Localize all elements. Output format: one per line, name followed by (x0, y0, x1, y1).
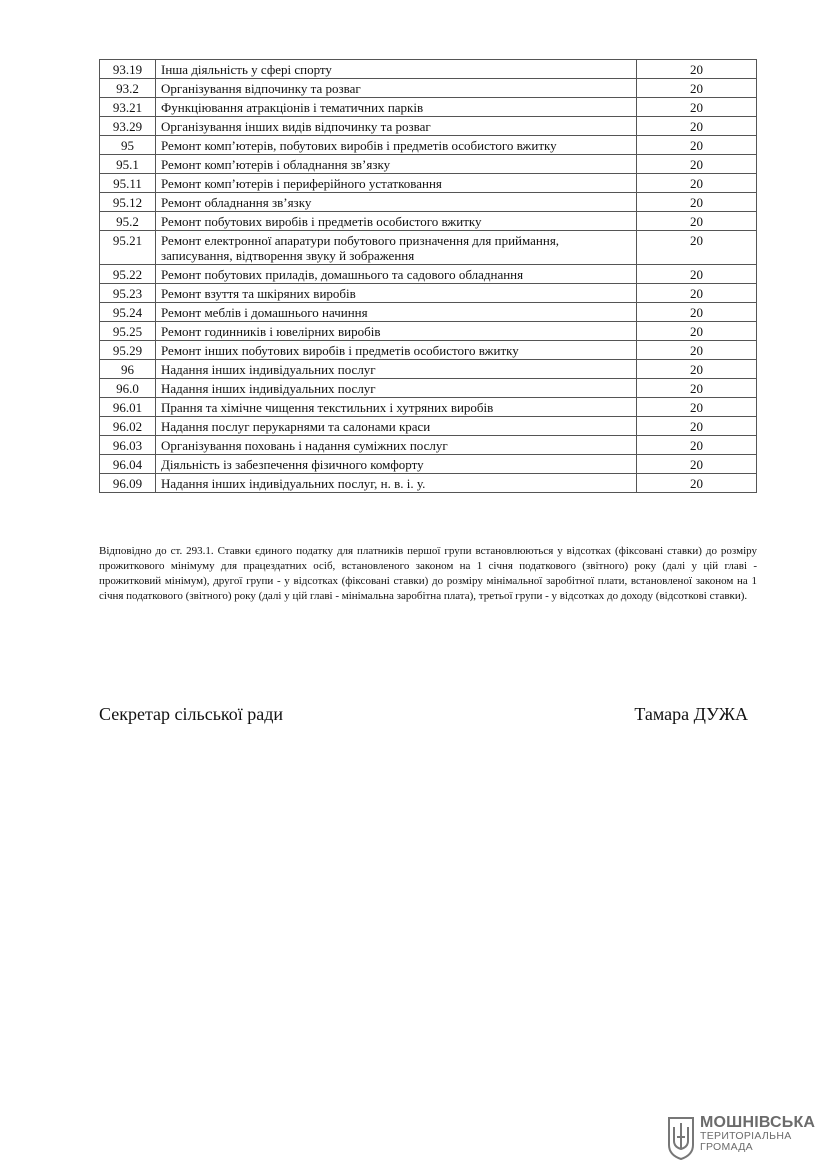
rate-cell: 20 (637, 231, 757, 265)
code-cell: 95.11 (100, 174, 156, 193)
logo-line-2: ТЕРИТОРІАЛЬНА (700, 1130, 792, 1142)
activity-name-cell: Прання та хімічне чищення текстильних і хутряних виробів (156, 398, 637, 417)
table-row (100, 303, 757, 322)
rate-cell: 20 (637, 455, 757, 474)
table-row (100, 455, 757, 474)
logo-line-1: МОШНІВСЬКА (700, 1114, 816, 1131)
rate-cell: 20 (637, 136, 757, 155)
code-cell: 96.09 (100, 474, 156, 493)
code-cell: 96.01 (100, 398, 156, 417)
code-cell: 93.2 (100, 79, 156, 98)
rate-cell: 20 (637, 360, 757, 379)
rate-cell: 20 (637, 117, 757, 136)
table-row (100, 417, 757, 436)
table-row (100, 79, 757, 98)
rate-cell: 20 (637, 322, 757, 341)
table-row (100, 193, 757, 212)
rate-cell: 20 (637, 79, 757, 98)
rate-cell: 20 (637, 379, 757, 398)
activity-name-cell: Ремонт комп’ютерів і периферійного устатковання (156, 174, 637, 193)
code-cell: 93.29 (100, 117, 156, 136)
code-cell: 95.25 (100, 322, 156, 341)
activity-name-cell: Ремонт взуття та шкіряних виробів (156, 284, 637, 303)
community-logo (666, 1115, 816, 1161)
rate-cell: 20 (637, 60, 757, 79)
rate-cell: 20 (637, 174, 757, 193)
code-cell: 95 (100, 136, 156, 155)
table-row (100, 98, 757, 117)
rate-cell: 20 (637, 155, 757, 174)
code-cell: 96.04 (100, 455, 156, 474)
table-row (100, 136, 757, 155)
code-cell: 95.2 (100, 212, 156, 231)
table-row (100, 436, 757, 455)
table-row (100, 60, 757, 79)
rate-cell: 20 (637, 398, 757, 417)
code-cell: 95.23 (100, 284, 156, 303)
table-row (100, 474, 757, 493)
legal-note: Відповідно до ст. 293.1. Ставки єдиного податку для платників першої групи встановлюються у відсотках (фіксовані ставки) до розміру прожиткового мінімуму для працездатних осіб, встановленого законом на 1 січня податкового (звітного) року (далі у цій главі - прожитковий мінімум), другої групи - у відсотках (фіксовані ставки) до розміру мінімальної заробітної плати, встановленої законом на 1 січня податкового (звітного) року (далі у цій главі - мінімальна заробітна плата), третьої групи - у відсотках до доходу (відсоткові ставки). (99, 545, 757, 602)
table-row (100, 379, 757, 398)
rate-cell: 20 (637, 193, 757, 212)
logo-text (700, 1115, 815, 1153)
code-cell: 96.02 (100, 417, 156, 436)
activity-name-cell: Ремонт обладнання зв’язку (156, 193, 637, 212)
rates-table-body (100, 60, 757, 493)
table-row (100, 284, 757, 303)
activity-name-cell: Організування відпочинку та розваг (156, 79, 637, 98)
code-cell: 93.21 (100, 98, 156, 117)
code-cell: 95.21 (100, 231, 156, 265)
trident-emblem-icon (666, 1115, 696, 1161)
rate-cell: 20 (637, 284, 757, 303)
code-cell: 96.03 (100, 436, 156, 455)
rate-cell: 20 (637, 341, 757, 360)
activity-name-cell: Ремонт меблів і домашнього начиння (156, 303, 637, 322)
signature-name: Тамара ДУЖА (634, 704, 748, 724)
rate-cell: 20 (637, 265, 757, 284)
activity-name-cell: Ремонт комп’ютерів і обладнання зв’язку (156, 155, 637, 174)
code-cell: 93.19 (100, 60, 156, 79)
signature-title: Секретар сільської ради (99, 704, 284, 724)
table-row (100, 360, 757, 379)
rate-cell: 20 (637, 417, 757, 436)
rate-cell: 20 (637, 436, 757, 455)
code-cell: 96.0 (100, 379, 156, 398)
table-row (100, 174, 757, 193)
activity-name-cell: Надання послуг перукарнями та салонами краси (156, 417, 637, 436)
activity-name-cell: Організування поховань і надання суміжних послуг (156, 436, 637, 455)
activity-name-cell: Надання інших індивідуальних послуг (156, 360, 637, 379)
activity-name-cell: Ремонт електронної апаратури побутового призначення для приймання, записування, відтворення звуку й зображення (156, 231, 637, 265)
activity-name-cell: Ремонт побутових приладів, домашнього та садового обладнання (156, 265, 637, 284)
table-row (100, 322, 757, 341)
table-row (100, 212, 757, 231)
activity-name-cell: Ремонт годинників і ювелірних виробів (156, 322, 637, 341)
activity-name-cell: Надання інших індивідуальних послуг (156, 379, 637, 398)
activity-name-cell: Надання інших індивідуальних послуг, н. в. і. у. (156, 474, 637, 493)
table-row (100, 231, 757, 265)
code-cell: 95.24 (100, 303, 156, 322)
rates-table (99, 59, 757, 493)
activity-name-cell: Ремонт комп’ютерів, побутових виробів і предметів особистого вжитку (156, 136, 637, 155)
activity-name-cell: Функціювання атракціонів і тематичних парків (156, 98, 637, 117)
table-row (100, 398, 757, 417)
rate-cell: 20 (637, 98, 757, 117)
code-cell: 95.1 (100, 155, 156, 174)
rate-cell: 20 (637, 474, 757, 493)
activity-name-cell: Інша діяльність у сфері спорту (156, 60, 637, 79)
rate-cell: 20 (637, 212, 757, 231)
rate-cell: 20 (637, 303, 757, 322)
code-cell: 95.22 (100, 265, 156, 284)
activity-name-cell: Ремонт інших побутових виробів і предметів особистого вжитку (156, 341, 637, 360)
code-cell: 96 (100, 360, 156, 379)
code-cell: 95.29 (100, 341, 156, 360)
code-cell: 95.12 (100, 193, 156, 212)
logo-line-3: ГРОМАДА (700, 1141, 753, 1153)
activity-name-cell: Діяльність із забезпечення фізичного комфорту (156, 455, 637, 474)
activity-name-cell: Ремонт побутових виробів і предметів особистого вжитку (156, 212, 637, 231)
table-row (100, 341, 757, 360)
table-row (100, 117, 757, 136)
table-row (100, 155, 757, 174)
table-row (100, 265, 757, 284)
activity-name-cell: Організування інших видів відпочинку та розваг (156, 117, 637, 136)
